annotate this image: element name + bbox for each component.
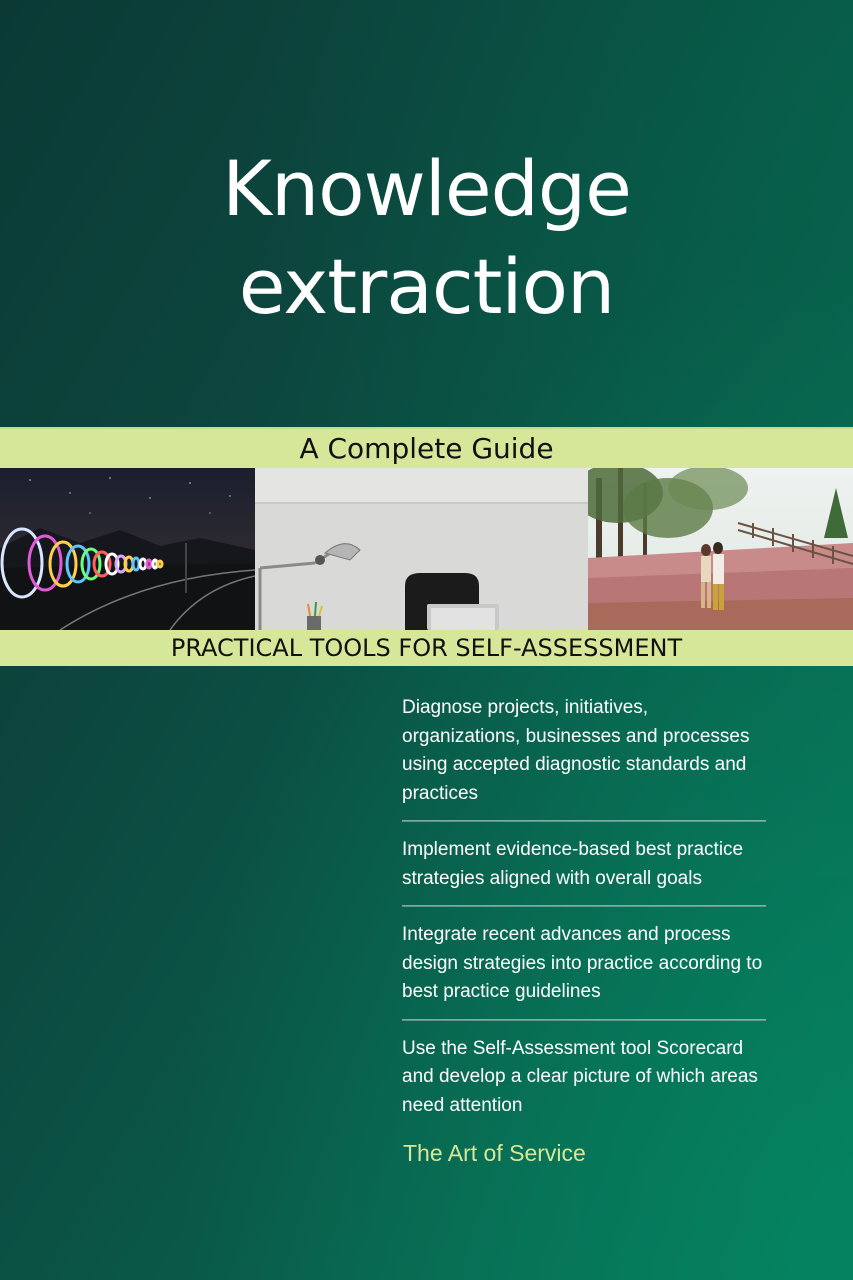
photo-office-desk [255, 468, 588, 630]
subtitle: A Complete Guide [299, 432, 554, 465]
photo-strip [0, 468, 853, 630]
photo-night-light-trail [0, 468, 255, 630]
bullet-item: Integrate recent advances and process design strategies into practice according to best practice guidelines [402, 924, 763, 1002]
divider [402, 1019, 766, 1021]
publisher-name: The Art of Service [403, 1140, 586, 1166]
photo-couple-meadow [588, 468, 853, 630]
bullet-item: Diagnose projects, initiatives, organizations, businesses and processes using accepted diagnostic standards and practices [402, 697, 750, 804]
bullet-list [402, 694, 766, 1132]
tagline-band [0, 630, 853, 666]
bullet-item: Implement evidence-based best practice strategies aligned with overall goals [402, 839, 744, 889]
tagline: PRACTICAL TOOLS FOR SELF-ASSESSMENT [170, 634, 683, 662]
divider [402, 905, 766, 907]
bullet-item: Use the Self-Assessment tool Scorecard and develop a clear picture of which areas need attention [402, 1037, 758, 1116]
subtitle-band [0, 427, 853, 470]
title-line-1: Knowledge [222, 144, 631, 233]
title-line-2: extraction [238, 242, 615, 331]
divider [402, 820, 766, 822]
book-title [0, 140, 853, 336]
